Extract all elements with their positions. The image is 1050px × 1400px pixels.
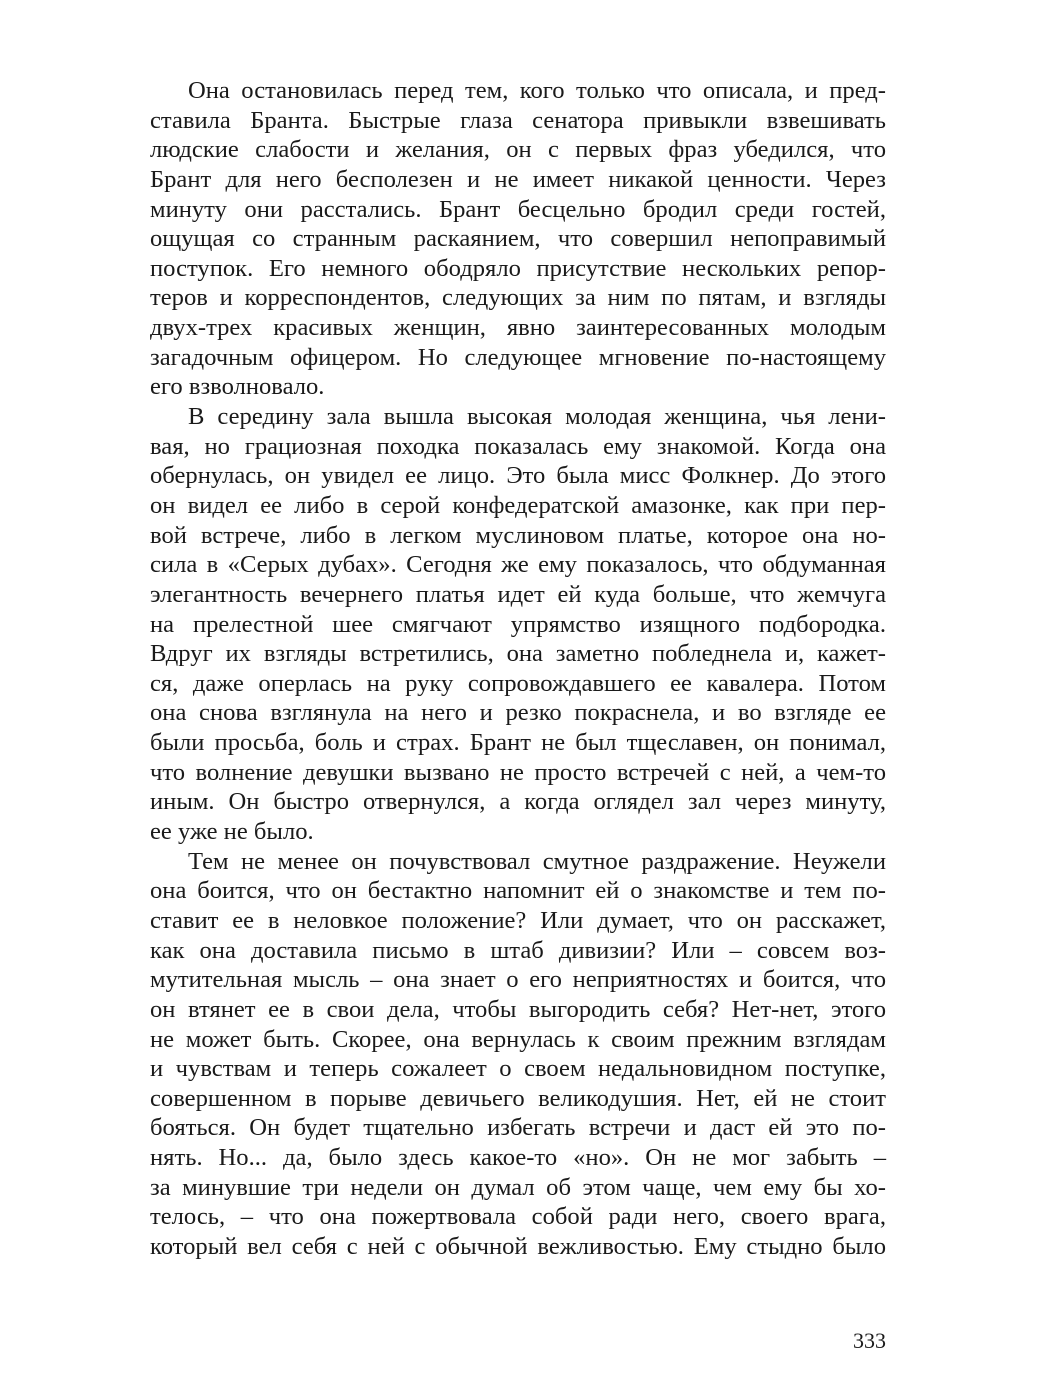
text-line: она боится, что он бестактно напомнит ей о знакомстве и тем по- (150, 877, 886, 905)
text-line: вой встрече, либо в легком муслиновом платье, которое она но- (150, 521, 886, 549)
text-line: ся, даже оперлась на руку сопровождавшего ее кавалера. Потом (150, 669, 886, 697)
text-line: ставит ее в неловкое положение? Или думает, что он расскажет, (150, 906, 886, 934)
text-line: нять. Но... да, было здесь какое-то «но». Он не мог забыть – (150, 1144, 886, 1172)
text-line: двух-трех красивых женщин, явно заинтересованных молодым (150, 314, 886, 342)
text-line: людские слабости и желания, он с первых фраз убедился, что (150, 136, 886, 164)
text-line: бояться. Он будет тщательно избегать встречи и даст ей это по- (150, 1114, 886, 1142)
text-line: что волнение девушки вызвано не просто встречей с ней, а чем-то (150, 758, 886, 786)
body-text (150, 76, 886, 1262)
text-line: совершенном в порыве девичьего великодушия. Нет, ей не стоит (150, 1084, 886, 1112)
text-line: иным. Он быстро отвернулся, а когда оглядел зал через минуту, (150, 788, 886, 816)
text-line: сила в «Серых дубах». Сегодня же ему показалось, что обдуманная (150, 551, 886, 579)
text-line: ощущая со странным раскаянием, что совершил непоправимый (150, 225, 886, 253)
text-line: как она доставила письмо в штаб дивизии? Или – совсем воз- (150, 936, 886, 964)
text-line: теров и корреспондентов, следующих за ним по пятам, и взгляды (150, 284, 886, 312)
page-number: 333 (853, 1328, 886, 1353)
text-line: он втянет ее в свои дела, чтобы выгородить себя? Нет-нет, этого (150, 995, 886, 1023)
text-line: ее уже не было. (150, 818, 314, 846)
text-line: который вел себя с ней с обычной вежливостью. Ему стыдно было (150, 1232, 886, 1260)
text-line: Вдруг их взгляды встретились, она заметно побледнела и, кажет- (150, 640, 886, 668)
text-line: элегантность вечернего платья идет ей куда больше, что жемчуга (150, 580, 886, 608)
text-line: были просьба, боль и страх. Брант не был тщеславен, он понимал, (150, 729, 886, 757)
paragraph-1 (150, 76, 886, 402)
text-line: Тем не менее он почувствовал смутное раздражение. Неужели (188, 847, 886, 875)
text-line: и чувствам и теперь сожалеет о своем недальновидном поступке, (150, 1055, 886, 1083)
text-line: его взволновало. (150, 373, 325, 401)
text-line: загадочным офицером. Но следующее мгновение по-настоящему (150, 343, 886, 371)
text-line: не может быть. Скорее, она вернулась к своим прежним взглядам (150, 1025, 886, 1053)
text-line: он видел ее либо в серой конфедератской амазонке, как при пер- (150, 491, 886, 519)
text-line: Брант для него бесполезен и не имеет никакой ценности. Через (150, 165, 886, 193)
text-line: она снова взглянула на него и резко покраснела, и во взгляде ее (150, 699, 886, 727)
text-line: В середину зала вышла высокая молодая женщина, чья лени- (188, 403, 886, 431)
paragraph-3 (150, 847, 886, 1262)
text-line: минуту они расстались. Брант бесцельно бродил среди гостей, (150, 195, 886, 223)
text-line: на прелестной шее смягчают упрямство изящного подбородка. (150, 610, 886, 638)
text-line: обернулась, он увидел ее лицо. Это была мисс Фолкнер. До этого (150, 462, 886, 490)
text-line: ставила Бранта. Быстрые глаза сенатора привыкли взвешивать (150, 106, 886, 134)
text-line: за минувшие три недели он думал об этом чаще, чем ему бы хо- (150, 1173, 886, 1201)
text-line: мутительная мысль – она знает о его неприятностях и боится, что (150, 966, 886, 994)
text-line: вая, но грациозная походка показалась ему знакомой. Когда она (150, 432, 886, 460)
text-line: Она остановилась перед тем, кого только что описала, и пред- (188, 77, 886, 104)
text-line: телось, – что она пожертвовала собой ради него, своего врага, (150, 1203, 886, 1231)
text-line: поступок. Его немного ободряло присутствие нескольких репор- (150, 254, 886, 282)
paragraph-2 (150, 402, 886, 847)
